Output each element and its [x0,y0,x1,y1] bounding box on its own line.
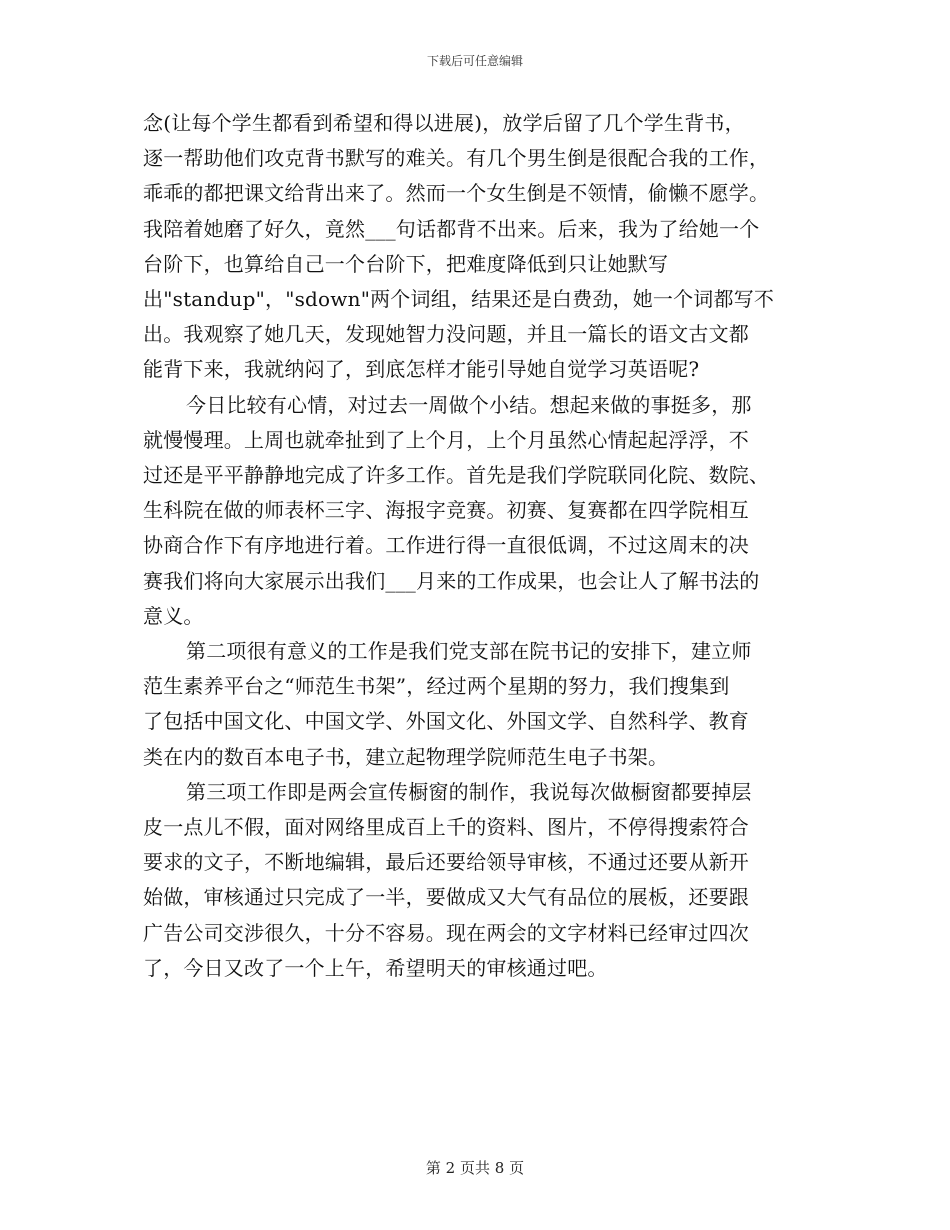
page-number: 第 2 页共 8 页 [425,1159,525,1177]
text-line: 范生素养平台之“师范生书架”，经过两个星期的努力，我们搜集到 [143,674,730,699]
paragraph [143,634,808,775]
text-line: 广告公司交涉很久，十分不容易。现在两会的文字材料已经审过四次 [143,920,749,945]
text-line: 要求的文子，不断地编辑，最后还要给领导审核，不通过还要从新开 [143,850,749,875]
page-header: 下载后可任意编辑 [426,54,523,68]
text-line: 皮一点儿不假，面对网络里成百上千的资料、图片，不停得搜索符合 [143,815,749,840]
text-line: 乖乖的都把课文给背出来了。然而一个女生倒是不领情，偷懒不愿学。 [143,181,770,206]
paragraph [143,775,808,986]
text-line: 了，今日又改了一个上午，希望明天的审核通过吧。 [143,955,608,980]
text-line: 我陪着她磨了好久，竟然___句话都背不出来。后来，我为了给她一个 [143,216,760,241]
text-line: 念(让每个学生都看到希望和得以进展)，放学后留了几个学生背书， [143,111,745,135]
text-line: 出"standup"，"sdown"两个词组，结果还是白费劲，她一个词都写不 [143,287,775,312]
text-line: 赛我们将向大家展示出我们___月来的工作成果，也会让人了解书法的 [143,568,760,593]
text-line: 意义。 [143,603,204,628]
text-line: 生科院在做的师表杯三字、海报字竞赛。初赛、复赛都在四学院相互 [143,498,749,523]
paragraph [143,388,808,634]
text-line: 了包括中国文化、中国文学、外国文化、外国文学、自然科学、教育 [143,709,749,734]
text-line: 今日比较有心情，对过去一周做个小结。想起来做的事挺多，那 [186,392,752,417]
paragraph [143,106,808,388]
text-line: 类在内的数百本电子书，建立起物理学院师范生电子书架。 [143,744,669,769]
text-line: 过还是平平静静地完成了许多工作。首先是我们学院联同化院、数院、 [143,463,770,488]
text-line: 第二项很有意义的工作是我们党支部在院书记的安排下，建立师 [186,639,752,664]
text-line: 就慢慢理。上周也就牵扯到了上个月，上个月虽然心情起起浮浮，不 [143,427,749,452]
text-line: 第三项工作即是两会宣传橱窗的制作，我说每次做橱窗都要掉层 [186,779,752,804]
text-line: 台阶下，也算给自己一个台阶下，把难度降低到只让她默写 [143,251,669,276]
text-line: 始做，审核通过只完成了一半，要做成又大气有品位的展板，还要跟 [143,885,749,910]
document-body [143,106,808,986]
text-line: 出。我观察了她几天，发现她智力没问题，并且一篇长的语文古文都 [143,322,749,347]
text-line: 逐一帮助他们攻克背书默写的难关。有几个男生倒是很配合我的工作， [143,146,770,171]
text-line: 能背下来，我就纳闷了，到底怎样才能引导她自觉学习英语呢? [143,357,700,382]
text-line: 协商合作下有序地进行着。工作进行得一直很低调，不过这周末的决 [143,533,749,558]
